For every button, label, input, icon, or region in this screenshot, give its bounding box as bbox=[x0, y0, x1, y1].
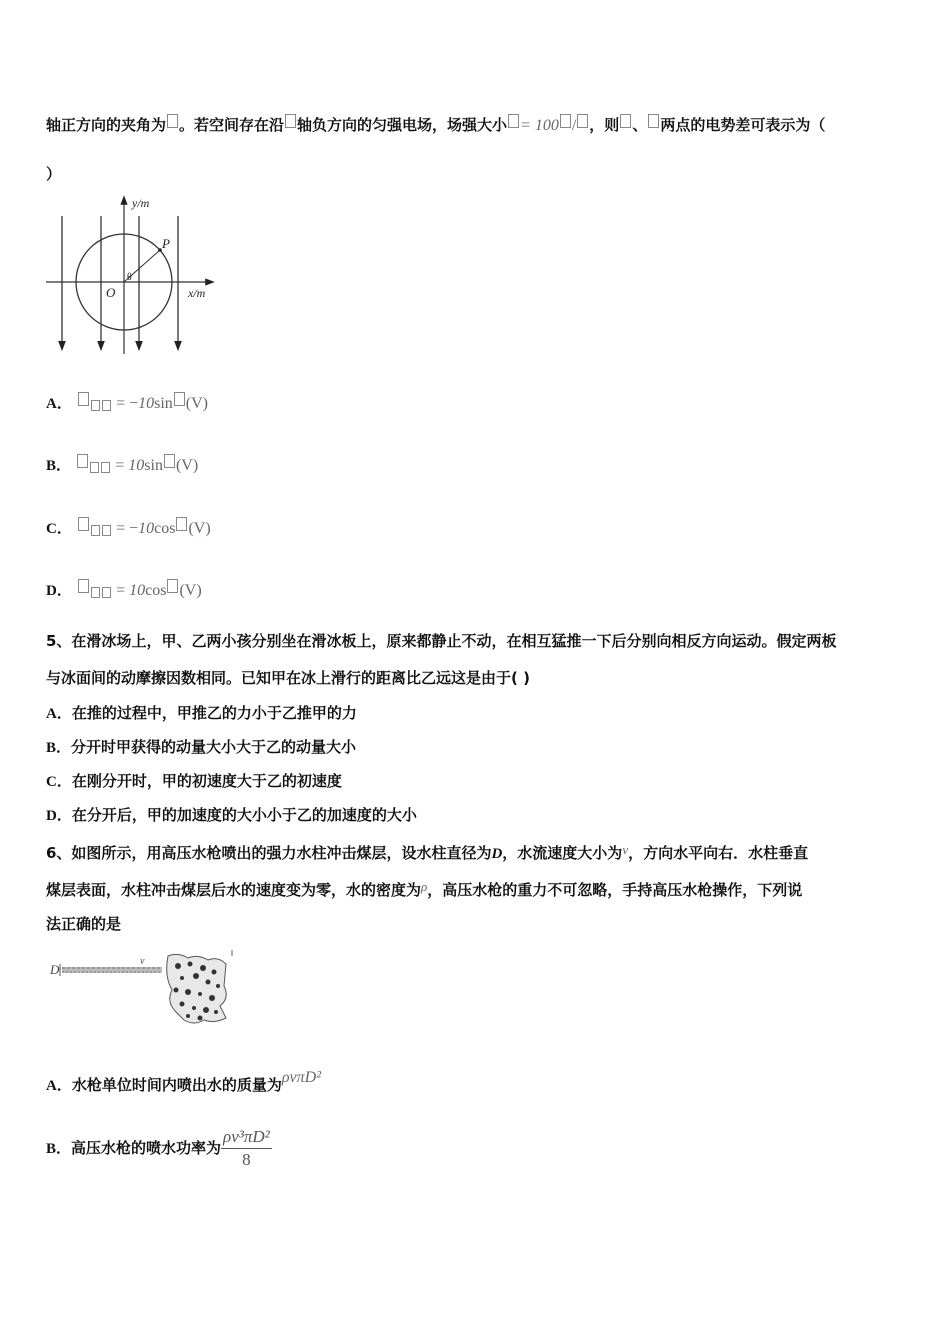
missing-symbol-icon bbox=[164, 454, 175, 468]
q4-text-c: 轴负方向的匀强电场，场强大小 bbox=[297, 116, 508, 134]
q6-option-a[interactable]: A．水枪单位时间内喷出水的质量为ρvπD² bbox=[46, 1069, 322, 1094]
q4-option-d-expr: = 10cos (V) bbox=[77, 582, 202, 599]
missing-symbol-icon bbox=[176, 517, 187, 531]
angle-label: θ bbox=[127, 272, 132, 283]
q4-stem-line2: ） bbox=[46, 165, 62, 183]
q4-option-c[interactable]: C． = −10cos (V) bbox=[46, 517, 211, 539]
y-axis-label: y/m bbox=[132, 196, 150, 210]
q4-option-b[interactable]: B． = 10sin (V) bbox=[46, 454, 198, 476]
missing-symbol-icon bbox=[648, 114, 659, 128]
q5-option-c[interactable]: C．在刚分开时，甲的初速度大于乙的初速度 bbox=[46, 772, 342, 790]
q5-option-d[interactable]: D．在分开后，甲的加速度的大小小于乙的加速度的大小 bbox=[46, 806, 417, 824]
q6-stem-line2: 煤层表面，水柱冲击煤层后水的速度变为零，水的密度为ρ，高压水枪的重力不可忽略，手持高压水枪操作，下列说 bbox=[46, 879, 803, 899]
q4-option-c-expr: = −10cos (V) bbox=[77, 520, 211, 537]
missing-symbol-icon bbox=[91, 525, 100, 536]
missing-symbol-icon bbox=[167, 114, 178, 128]
missing-symbol-icon bbox=[560, 114, 571, 128]
velocity-label: v bbox=[140, 956, 145, 967]
x-axis-label: x/m bbox=[188, 286, 206, 300]
missing-symbol-icon bbox=[90, 462, 99, 473]
q4-text-d: ，则 bbox=[589, 116, 620, 134]
missing-symbol-icon bbox=[167, 579, 178, 593]
missing-symbol-icon bbox=[174, 392, 185, 406]
missing-symbol-icon bbox=[285, 114, 296, 128]
q4-option-d[interactable]: D． = 10cos (V) bbox=[46, 579, 202, 601]
q5-option-b[interactable]: B．分开时甲获得的动量大小大于乙的动量大小 bbox=[46, 738, 357, 756]
electric-field-diagram bbox=[42, 194, 222, 358]
q5-stem-line1: 5、在滑冰场上，甲、乙两小孩分别坐在滑冰板上，原来都静止不动，在相互猛推一下后分别向相反方向运动。假定两板 bbox=[46, 632, 837, 650]
q6-option-b[interactable]: B．高压水枪的喷水功率为 $\frac{\text{ρv³πD²}}{8}$ bbox=[46, 1127, 270, 1169]
missing-symbol-icon bbox=[577, 114, 588, 128]
q4-text-b: 。若空间存在沿 bbox=[179, 116, 285, 134]
q6-stem-line3: 法正确的是 bbox=[46, 915, 122, 933]
missing-symbol-icon bbox=[78, 517, 89, 531]
q6-stem-line1: 6、如图所示，用高压水枪喷出的强力水柱冲击煤层，设水柱直径为D，水流速度大小为v，方向水平向右．水柱垂直 bbox=[46, 842, 809, 862]
missing-symbol-icon bbox=[91, 400, 100, 411]
missing-symbol-icon bbox=[101, 462, 110, 473]
q5-stem-line2: 与冰面间的动摩擦因数相同。已知甲在冰上滑行的距离比乙远这是由于( ) bbox=[46, 669, 530, 687]
q4-text-a: 轴正方向的夹角为 bbox=[46, 116, 167, 134]
missing-symbol-icon bbox=[102, 525, 111, 536]
q4-text-f: 两点的电势差可表示为（ bbox=[660, 116, 826, 134]
q6-option-a-expr: ρvπD² bbox=[281, 1069, 322, 1086]
missing-symbol-icon bbox=[102, 400, 111, 411]
q5-option-a[interactable]: A．在推的过程中，甲推乙的力小于乙推甲的力 bbox=[46, 704, 357, 722]
missing-symbol-icon bbox=[620, 114, 631, 128]
q4-field-expr: = 100 / bbox=[507, 117, 589, 134]
q4-option-b-expr: = 10sin (V) bbox=[76, 457, 198, 474]
q6-option-b-fraction: $\frac{\text{ρv³πD²}}{8}$ bbox=[223, 1127, 270, 1169]
coal-seam bbox=[167, 954, 227, 1023]
missing-symbol-icon bbox=[77, 454, 88, 468]
water-jet-diagram bbox=[48, 946, 240, 1030]
q4-option-a[interactable]: A． = −10sin (V) bbox=[46, 392, 208, 414]
q4-stem-line1 bbox=[46, 114, 825, 136]
q4-text-e: 、 bbox=[632, 116, 648, 134]
origin-label: O bbox=[106, 285, 116, 300]
diameter-label: D bbox=[50, 962, 60, 977]
missing-symbol-icon bbox=[78, 392, 89, 406]
missing-symbol-icon bbox=[78, 579, 89, 593]
missing-symbol-icon bbox=[102, 587, 111, 598]
q4-option-a-expr: = −10sin (V) bbox=[77, 395, 208, 412]
missing-symbol-icon bbox=[91, 587, 100, 598]
point-p-label: P bbox=[162, 236, 170, 251]
missing-symbol-icon bbox=[508, 114, 519, 128]
